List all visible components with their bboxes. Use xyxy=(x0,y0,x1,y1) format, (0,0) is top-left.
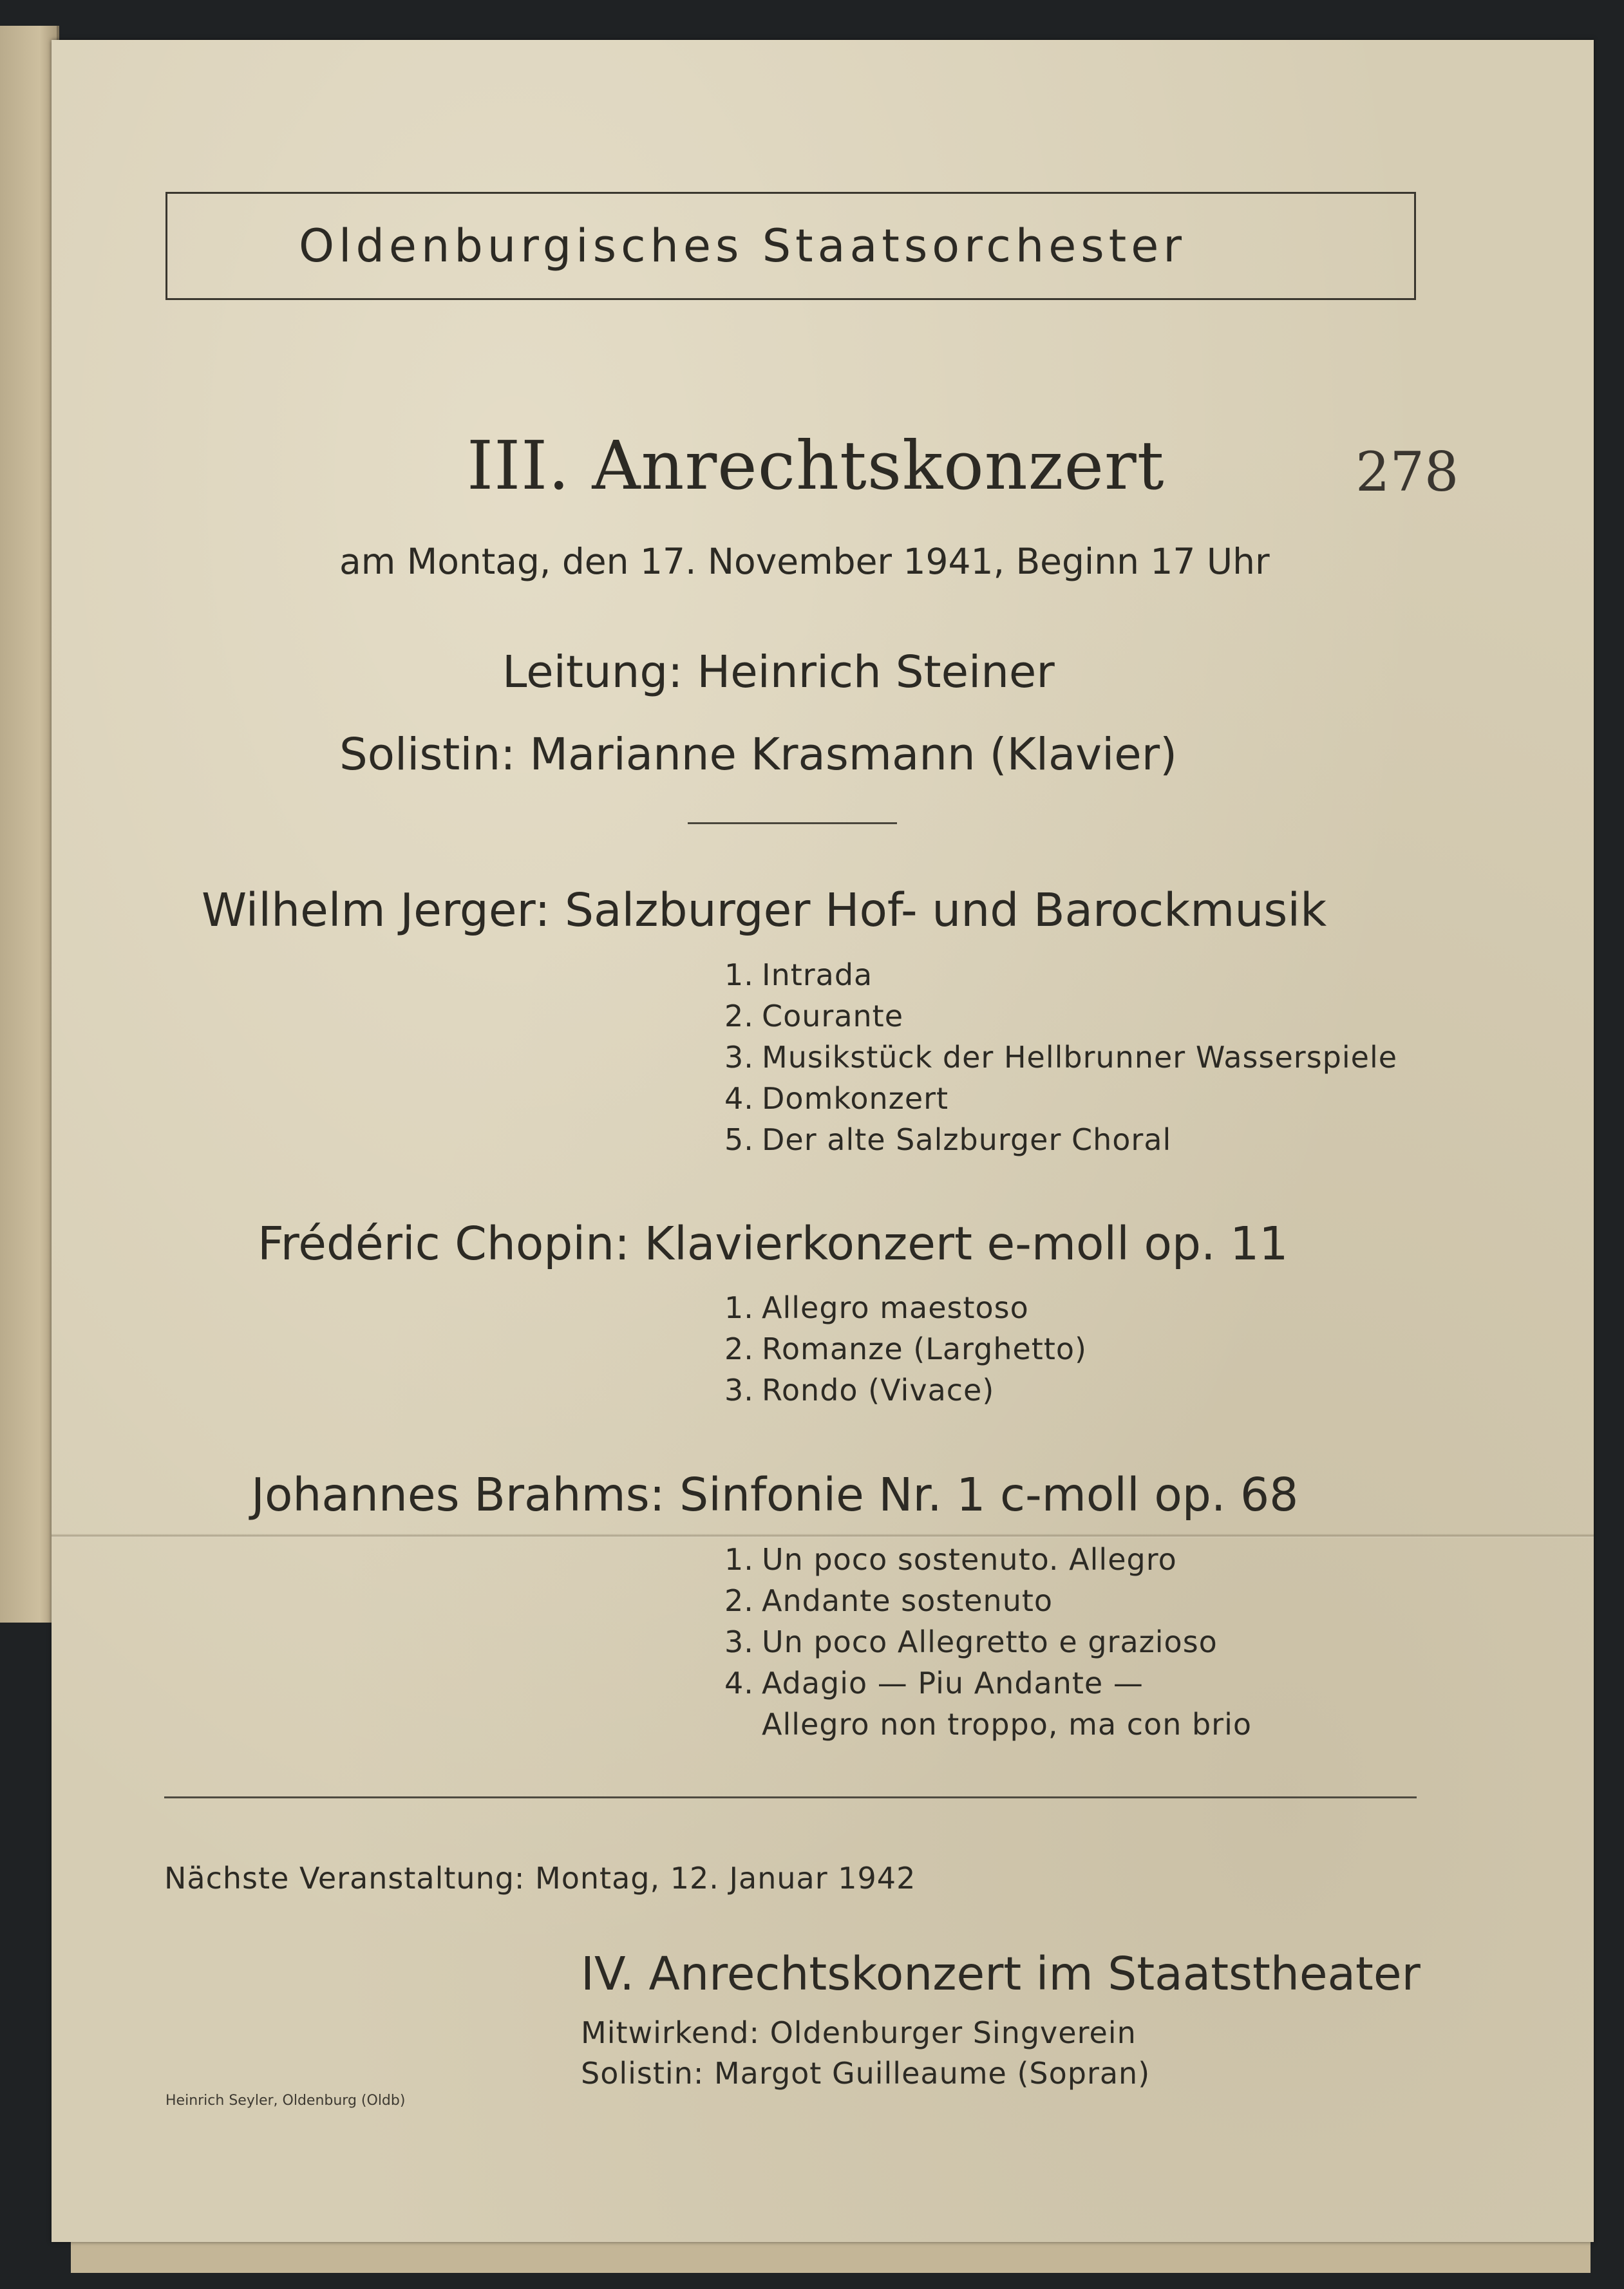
movement-item: 3. Rondo (Vivace) xyxy=(724,1373,995,1408)
next-event-title: IV. Anrechtskonzert im Staatstheater xyxy=(581,1947,1421,2001)
movement-list xyxy=(724,954,1397,1160)
section-divider xyxy=(164,1796,1417,1798)
orchestra-name: Oldenburgisches Staatsorchester xyxy=(298,220,1187,272)
movement-list xyxy=(724,1539,1252,1745)
movement-item: 2. Andante sostenuto xyxy=(724,1583,1053,1618)
adjacent-page-edge xyxy=(0,26,59,1623)
short-divider xyxy=(688,822,897,824)
movement-list xyxy=(724,1287,1087,1411)
movement-item: 3. Un poco Allegretto e grazioso xyxy=(724,1625,1218,1659)
soloist-line: Solistin: Marianne Krasmann (Klavier) xyxy=(339,729,1178,780)
movement-item: 1. Un poco sostenuto. Allegro xyxy=(724,1542,1177,1577)
concert-date: am Montag, den 17. November 1941, Beginn 17 Uhr xyxy=(339,541,1270,582)
movement-item: Allegro non troppo, ma con brio xyxy=(762,1707,1252,1742)
movement-item: 4. Domkonzert xyxy=(724,1081,949,1116)
program-sheet xyxy=(52,40,1594,2242)
piece-title: Frédéric Chopin: Klavierkonzert e-moll op. 11 xyxy=(258,1217,1289,1270)
movement-item: 5. Der alte Salzburger Choral xyxy=(724,1122,1172,1157)
printer-imprint: Heinrich Seyler, Oldenburg (Oldb) xyxy=(165,2093,406,2109)
conductor-line: Leitung: Heinrich Steiner xyxy=(502,646,1055,698)
next-event-performers: Mitwirkend: Oldenburger Singverein xyxy=(581,2015,1137,2050)
movement-item: 4. Adagio — Piu Andante — xyxy=(724,1666,1144,1700)
movement-item: 2. Romanze (Larghetto) xyxy=(724,1332,1087,1366)
concert-title: III. Anrechtskonzert xyxy=(467,426,1165,505)
piece-title: Wilhelm Jerger: Salzburger Hof- und Barockmusik xyxy=(202,883,1327,937)
archive-number: 278 xyxy=(1355,440,1459,504)
paper-fold xyxy=(52,1534,1594,1538)
piece-title: Johannes Brahms: Sinfonie Nr. 1 c-moll op. 68 xyxy=(251,1468,1299,1521)
movement-item: 3. Musikstück der Hellbrunner Wasserspiele xyxy=(724,1040,1398,1075)
next-event-soloist: Solistin: Margot Guilleaume (Sopran) xyxy=(581,2056,1151,2091)
movement-item: 1. Intrada xyxy=(724,957,873,992)
movement-item: 1. Allegro maestoso xyxy=(724,1290,1029,1325)
next-event-date: Nächste Veranstaltung: Montag, 12. Januar 1942 xyxy=(164,1861,916,1896)
orchestra-header-box xyxy=(165,192,1416,300)
movement-item: 2. Courante xyxy=(724,999,904,1033)
